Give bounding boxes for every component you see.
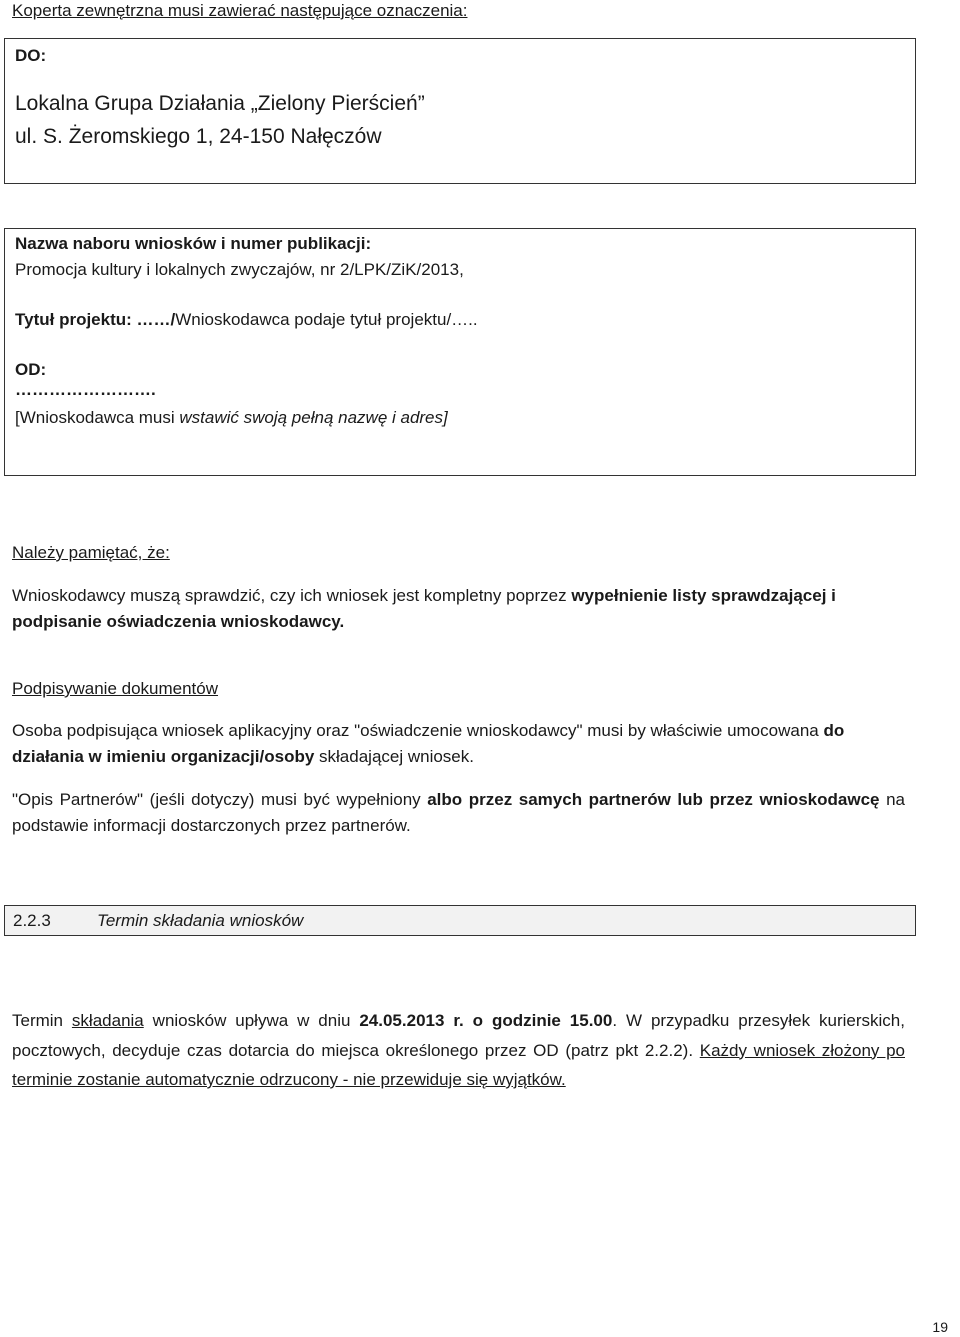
- page-number: 19: [932, 1319, 948, 1335]
- remember-heading: Należy pamiętać, że:: [12, 543, 170, 562]
- signing-p2-end: na podstawie informacji dostarczonych przez partnerów.: [12, 790, 905, 835]
- signing-p2-text: "Opis Partnerów" (jeśli dotyczy) musi być wypełniony: [12, 790, 428, 809]
- remember-paragraph: [12, 583, 905, 635]
- deadline-date: 24.05.2013 r. o godzinie 15.00: [359, 1011, 613, 1030]
- call-name-value: Promocja kultury i lokalnych zwyczajów, nr 2/LPK/ZiK/2013,: [15, 260, 464, 279]
- project-title-label: Tytuł projektu: ……/: [15, 310, 176, 329]
- sender-dots: …………………….: [15, 380, 156, 399]
- project-title-line: [15, 309, 478, 331]
- deadline-text-1: Termin: [12, 1011, 72, 1030]
- recipient-address-line2: ul. S. Żeromskiego 1, 24-150 Nałęczów: [15, 125, 382, 148]
- deadline-text-3: . W przypadku przesyłek kurierskich, pocztowych, decyduje czas dotarcia do miejsca określonego przez OD (patrz pkt 2.2.2).: [12, 1011, 905, 1060]
- section-number: 2.2.3: [13, 911, 51, 930]
- project-title-hint: Wnioskodawca podaje tytuł projektu/…..: [175, 310, 478, 329]
- signing-heading: Podpisywanie dokumentów: [12, 679, 219, 698]
- sender-hint: [15, 407, 448, 429]
- section-title: Termin składania wniosków: [97, 911, 304, 930]
- sender-info-box: [4, 228, 916, 476]
- deadline-submission-word: składania: [71, 1011, 144, 1030]
- signing-paragraph-1: [12, 718, 905, 770]
- deadline-rejection-note: Każdy wniosek złożony po terminie zostanie automatycznie odrzucony - nie przewiduje się wyjątków.: [12, 1040, 905, 1089]
- call-name-label: Nazwa naboru wniosków i numer publikacji:: [15, 234, 372, 253]
- signing-p1-bold: do działania w imieniu organizacji/osoby: [12, 721, 845, 766]
- sender-hint-prefix: [Wnioskodawca musi: [15, 408, 180, 427]
- recipient-box: [4, 38, 916, 184]
- sender-hint-italic: wstawić swoją pełną nazwę i adres]: [179, 408, 448, 427]
- recipient-label: DO:: [15, 46, 47, 65]
- section-header: [4, 905, 916, 936]
- recipient-address-line1: Lokalna Grupa Działania „Zielony Pierścień”: [15, 92, 425, 115]
- deadline-paragraph: [12, 1006, 905, 1095]
- signing-p1-text: Osoba podpisująca wniosek aplikacyjny oraz "oświadczenie wnioskodawcy" musi by właściwie umocowana: [12, 721, 824, 740]
- remember-text-bold: wypełnienie listy sprawdzającej i podpisanie oświadczenia wnioskodawcy.: [12, 586, 836, 631]
- envelope-heading: Koperta zewnętrzna musi zawierać następujące oznaczenia:: [12, 1, 468, 20]
- signing-p2-bold: albo przez samych partnerów lub przez wnioskodawcę: [427, 790, 880, 809]
- signing-p1-end: składającej wniosek.: [314, 747, 474, 766]
- sender-label: OD:: [15, 360, 47, 379]
- remember-text: Wnioskodawcy muszą sprawdzić, czy ich wniosek jest kompletny poprzez: [12, 586, 572, 605]
- deadline-text-2: wniosków upływa w dniu: [143, 1011, 360, 1030]
- signing-paragraph-2: [12, 787, 905, 839]
